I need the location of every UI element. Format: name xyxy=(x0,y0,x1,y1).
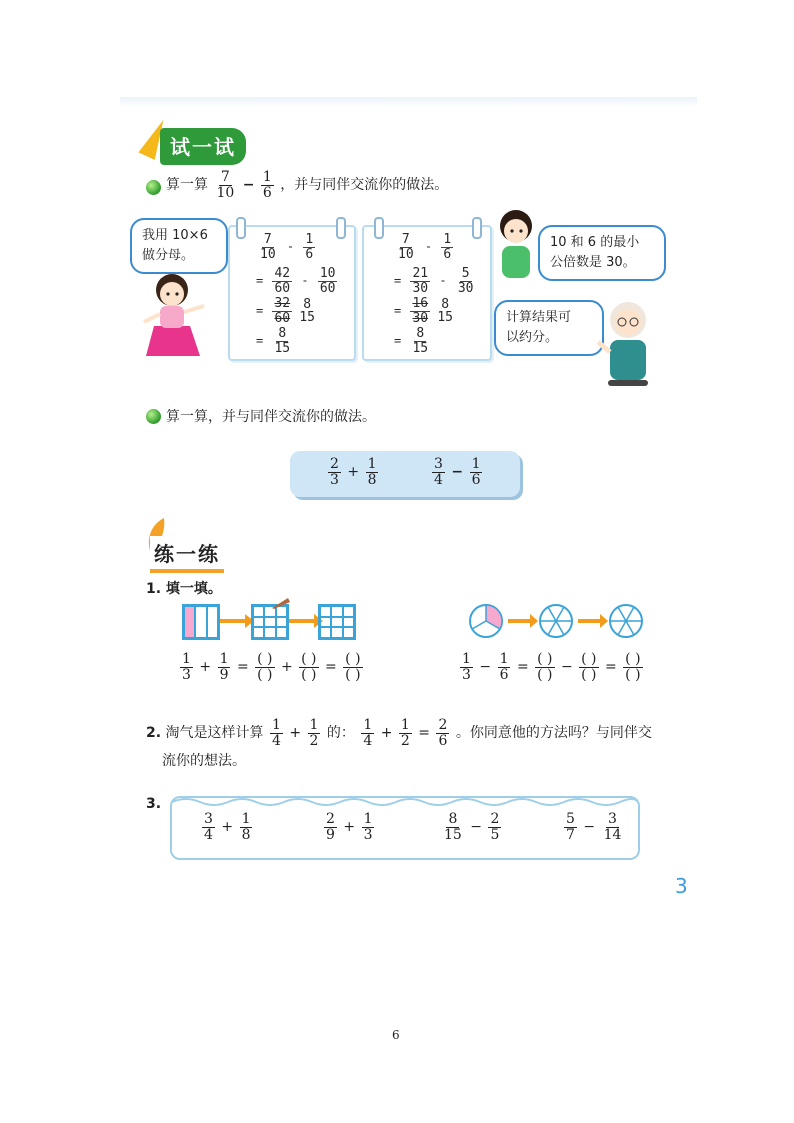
question-3-label: 3. xyxy=(146,796,162,812)
paperclip-icon xyxy=(472,217,482,239)
question-2: 2. 淘气是这样计算 $\frac{1}{4}$ + $\frac{1}{2}$ 的： $\frac{1}{4}$ + $\frac{1}{2}$ = $\frac{2}{6}$ 。你同意他的方法吗？与同伴交 xyxy=(146,717,652,749)
blank-fraction[interactable]: $\frac{( )}{( )}$ xyxy=(257,651,273,683)
paper2-row4: = $\frac{8}{15}$ xyxy=(394,326,429,356)
paper2-row1: $\frac{7}{10}$ - $\frac{1}{6}$ xyxy=(398,232,452,262)
question-1-label: 1. 填一填。 xyxy=(146,581,222,597)
top-band xyxy=(120,97,697,107)
exercise-scroll xyxy=(170,796,640,860)
paperclip-icon xyxy=(374,217,384,239)
expr-3-4-plus-1-8: $\frac{3}{4}$ + $\frac{1}{8}$ xyxy=(204,811,251,843)
expr-8-15-minus-2-5: $\frac{8}{15}$ − $\frac{2}{5}$ xyxy=(444,811,500,843)
work-paper-2 xyxy=(362,225,492,361)
circle-partition-diagrams xyxy=(468,602,644,640)
prompt-compute-2: 算一算，并与同伴交流你的做法。 xyxy=(166,409,376,425)
girl-speech-bubble: 我用 10×6 做分母。 xyxy=(130,218,228,274)
paper2-row3: = $\frac{16}{30}$ 8 15 xyxy=(394,296,454,326)
paper2-row2: = $\frac{21}{30}$ - $\frac{5}{30}$ xyxy=(394,266,474,296)
q1-right-equation: $\frac{1}{3}$ − $\frac{1}{6}$ = $\frac{( )}{( )}$ − $\frac{( )}{( )}$ = $\frac{( )}{( )}$ xyxy=(462,651,641,683)
book-page-number: 3 xyxy=(675,874,688,898)
scroll-wave-edge xyxy=(172,796,638,808)
rect-ninths-diagram xyxy=(318,604,356,640)
grandpa-speech-bubble: 计算结果可 以约分。 xyxy=(494,300,604,356)
section-title-practice: 练一练 xyxy=(150,536,224,573)
prompt-compute-1: 算一算 $\frac{7}{10}$ − $\frac{1}{6}$ ，并与同伴交流你的做法。 xyxy=(166,169,449,201)
knife-icon xyxy=(270,596,292,610)
q1-left-equation: $\frac{1}{3}$ + $\frac{1}{9}$ = $\frac{( )}{( )}$ + $\frac{( )}{( )}$ = $\frac{( )}{( )}$ xyxy=(182,651,361,683)
blank-fraction[interactable]: $\frac{( )}{( )}$ xyxy=(301,651,317,683)
paperclip-icon xyxy=(236,217,246,239)
girl-illustration xyxy=(134,268,214,360)
paper1-row1: $\frac{7}{10}$ - $\frac{1}{6}$ xyxy=(260,232,314,262)
blank-fraction[interactable]: $\frac{( )}{( )}$ xyxy=(625,651,641,683)
expr-3-4-minus-1-6: $\frac{3}{4}$ − $\frac{1}{6}$ xyxy=(434,456,481,488)
exercise-box xyxy=(290,451,520,497)
boy-speech-bubble: 10 和 6 的最小 公倍数是 30。 xyxy=(538,225,666,281)
blank-fraction[interactable]: $\frac{( )}{( )}$ xyxy=(345,651,361,683)
green-bullet-icon xyxy=(146,409,161,424)
orange-arrow-icon xyxy=(220,619,246,623)
boy-illustration xyxy=(492,206,542,286)
grandpa-illustration xyxy=(594,294,660,390)
question-2-continued: 流你的想法。 xyxy=(162,753,246,769)
work-paper-1 xyxy=(228,225,356,361)
expr-5-7-minus-3-14: $\frac{5}{7}$ − $\frac{3}{14}$ xyxy=(566,811,622,843)
paper1-row3: = $\frac{32}{60}$ 8 15 xyxy=(256,296,316,326)
section-title-try: 试一试 xyxy=(160,128,246,165)
expr-2-9-plus-1-3: $\frac{2}{9}$ + $\frac{1}{3}$ xyxy=(326,811,373,843)
orange-arrow-icon xyxy=(289,619,315,623)
green-bullet-icon xyxy=(146,180,161,195)
paper1-row4: = $\frac{8}{15}$ xyxy=(256,326,291,356)
paperclip-icon xyxy=(336,217,346,239)
footer-page-number: 6 xyxy=(392,1028,400,1042)
blank-fraction[interactable]: $\frac{( )}{( )}$ xyxy=(537,651,553,683)
paper1-row2: = $\frac{42}{60}$ - $\frac{10}{60}$ xyxy=(256,266,336,296)
expr-2-3-plus-1-8: $\frac{2}{3}$ + $\frac{1}{8}$ xyxy=(330,456,377,488)
blank-fraction[interactable]: $\frac{( )}{( )}$ xyxy=(581,651,597,683)
rect-thirds-diagram xyxy=(182,604,220,640)
